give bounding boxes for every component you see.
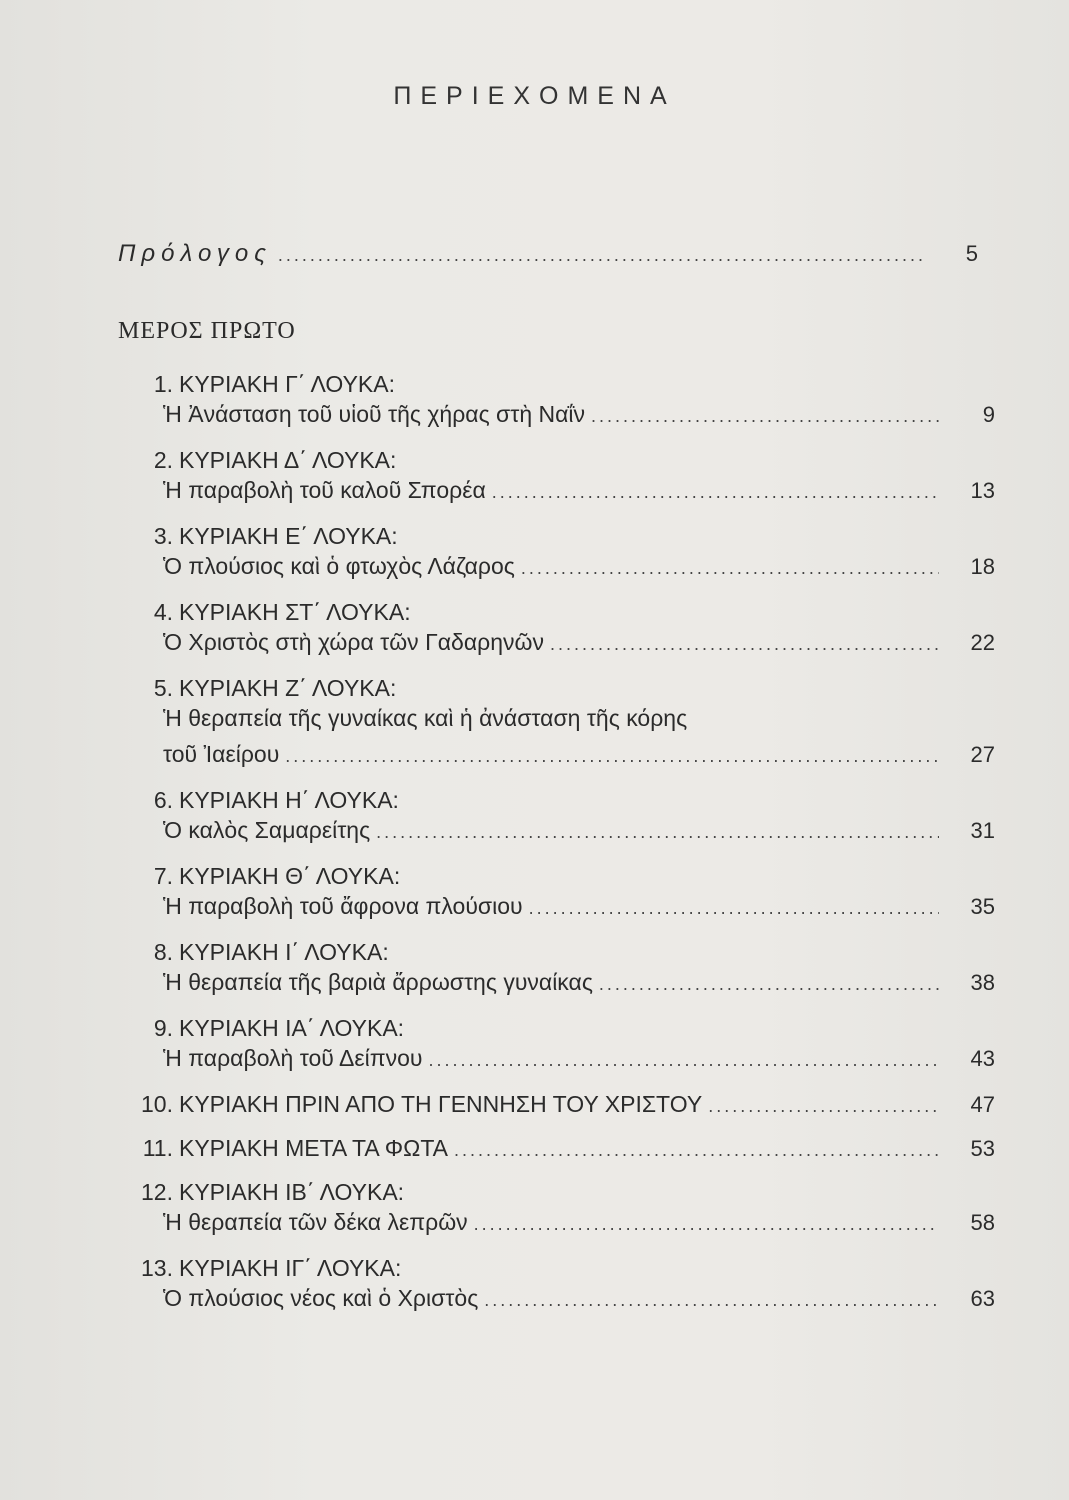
entry-spacer [135,512,995,522]
entry-title: Ἡ θεραπεία τῆς γυναίκας καὶ ἡ ἀνάσταση τῆς κόρης [163,705,688,731]
leader-dots [529,894,939,922]
entry-spacer [135,1320,995,1330]
entry-heading: ΚΥΡΙΑΚΗ ΙΑ΄ ΛΟΥΚΑ: [179,1015,405,1041]
entry-spacer [135,852,995,862]
entry-heading-row [135,598,995,628]
entry-number: 2. [153,447,173,473]
entry-page-number: 31 [970,818,995,843]
page-title: ΠΕΡΙΕΧΟΜΕΝΑ [393,82,676,110]
entry-number: 3. [153,523,173,549]
leader-dots [278,245,922,266]
leader-dots [521,554,939,582]
entry-title: Ὁ πλούσιος νέος καὶ ὁ Χριστὸς [163,1285,479,1311]
entry-spacer [135,1004,995,1014]
entry-spacer [135,1244,995,1254]
entry-page-number: 18 [970,554,995,579]
entry-title: Ἡ θεραπεία τῆς βαριὰ ἄρρωστης γυναίκας [163,969,593,995]
entry-spacer [135,776,995,786]
toc-entry-line [135,1090,995,1134]
entry-number: 10. [141,1091,173,1117]
entry-heading-row [135,674,995,704]
leader-dots [708,1092,939,1120]
toc-entry [135,370,995,446]
prologue-entry [118,240,978,270]
toc-entry [135,598,995,674]
entry-spacer [135,588,995,598]
entry-title-line [135,816,995,852]
entry-heading: ΚΥΡΙΑΚΗ Δ΄ ΛΟΥΚΑ: [179,447,397,473]
entry-heading: ΚΥΡΙΑΚΗ Ζ΄ ΛΟΥΚΑ: [179,675,397,701]
entry-number: 5. [153,675,173,701]
entry-page-number: 9 [982,402,995,427]
entry-title: Ἡ παραβολὴ τοῦ καλοῦ Σπορέα [163,477,486,503]
entry-title: Ἡ παραβολὴ τοῦ Δείπνου [163,1045,423,1071]
entry-number: 1. [153,371,173,397]
toc-entry-line [135,1134,995,1178]
entry-title-line [135,552,995,588]
entry-title: Ἡ θεραπεία τῶν δέκα λεπρῶν [163,1209,468,1235]
toc-entry [135,786,995,862]
entry-title: Ἡ Ἀνάσταση τοῦ υἱοῦ τῆς χήρας στὴ Ναΐν [163,401,586,427]
entry-heading-row [135,1014,995,1044]
toc-entry [135,1178,995,1254]
entry-title: Ἡ παραβολὴ τοῦ ἄφρονα πλούσιου [163,893,523,919]
entry-title-line [135,1044,995,1080]
entry-spacer [135,1080,995,1090]
entry-page-number: 43 [970,1046,995,1071]
contents-list [135,370,995,1330]
entry-heading-row [135,522,995,552]
entry-spacer [135,664,995,674]
entry-page-number: 13 [970,478,995,503]
entry-heading: ΚΥΡΙΑΚΗ Γ΄ ΛΟΥΚΑ: [179,371,395,397]
entry-title: Ὁ πλούσιος καὶ ὁ φτωχὸς Λάζαρος [163,553,515,579]
toc-entry [135,1134,995,1178]
entry-page-number: 53 [970,1136,995,1161]
toc-entry [135,674,995,786]
entry-heading: ΚΥΡΙΑΚΗ Ι΄ ΛΟΥΚΑ: [179,939,389,965]
entry-title-line [135,1284,995,1320]
entry-heading-row [135,1254,995,1284]
entry-spacer [135,436,995,446]
leader-dots [454,1136,939,1164]
prologue-label: Πρόλογος [118,240,272,267]
leader-dots [474,1210,939,1238]
part-heading: ΜΕΡΟΣ ΠΡΩΤΟ [118,318,296,344]
entry-heading: ΚΥΡΙΑΚΗ ΙΓ΄ ΛΟΥΚΑ: [179,1255,402,1281]
entry-number: 12. [141,1179,173,1205]
entry-number: 13. [141,1255,173,1281]
entry-page-number: 58 [970,1210,995,1235]
entry-heading-row [135,862,995,892]
entry-number: 11. [142,1135,173,1161]
entry-title: Ὁ καλὸς Σαμαρείτης [163,817,371,843]
entry-heading: ΚΥΡΙΑΚΗ Ε΄ ΛΟΥΚΑ: [179,523,398,549]
entry-title-line [135,740,995,776]
prologue-page-number: 5 [965,241,978,266]
entry-heading-row [135,1178,995,1208]
leader-dots [484,1286,939,1314]
entry-spacer [135,928,995,938]
toc-entry [135,446,995,522]
entry-heading: ΚΥΡΙΑΚΗ ΠΡΙΝ ΑΠΟ ΤΗ ΓΕΝΝΗΣΗ ΤΟΥ ΧΡΙΣΤΟΥ [179,1091,703,1117]
entry-title-line [135,892,995,928]
entry-page-number: 47 [970,1092,995,1117]
entry-title-line [135,400,995,436]
leader-dots [599,970,939,998]
entry-heading: ΚΥΡΙΑΚΗ Η΄ ΛΟΥΚΑ: [179,787,399,813]
entry-title-line [135,628,995,664]
entry-page-number: 27 [970,742,995,767]
entry-page-number: 63 [970,1286,995,1311]
entry-heading: ΚΥΡΙΑΚΗ Θ΄ ΛΟΥΚΑ: [179,863,401,889]
leader-dots [550,630,939,658]
toc-entry [135,522,995,598]
entry-heading-row [135,786,995,816]
entry-title-line [135,1208,995,1244]
entry-title: τοῦ Ἰαείρου [163,741,280,767]
entry-title-line [135,968,995,1004]
entry-page-number: 38 [970,970,995,995]
leader-dots [376,818,939,846]
entry-title-line [135,476,995,512]
entry-heading-row [135,938,995,968]
entry-heading: ΚΥΡΙΑΚΗ ΙΒ΄ ΛΟΥΚΑ: [179,1179,405,1205]
entry-page-number: 35 [970,894,995,919]
entry-heading-row [135,446,995,476]
entry-number: 4. [153,599,173,625]
entry-heading-row [135,370,995,400]
entry-number: 8. [153,939,173,965]
toc-entry [135,938,995,1014]
leader-dots [591,402,939,430]
leader-dots [492,478,939,506]
toc-entry [135,1254,995,1330]
toc-entry [135,1014,995,1090]
entry-number: 9. [153,1015,173,1041]
entry-number: 6. [153,787,173,813]
toc-entry [135,1090,995,1134]
entry-number: 7. [153,863,173,889]
entry-heading: ΚΥΡΙΑΚΗ ΜΕΤΑ ΤΑ ΦΩΤΑ [179,1135,449,1161]
leader-dots [285,742,939,770]
entry-title: Ὁ Χριστὸς στὴ χώρα τῶν Γαδαρηνῶν [163,629,544,655]
toc-entry [135,862,995,938]
entry-title-line [135,704,995,740]
entry-heading: ΚΥΡΙΑΚΗ ΣΤ΄ ΛΟΥΚΑ: [179,599,411,625]
entry-page-number: 22 [970,630,995,655]
leader-dots [428,1046,939,1074]
